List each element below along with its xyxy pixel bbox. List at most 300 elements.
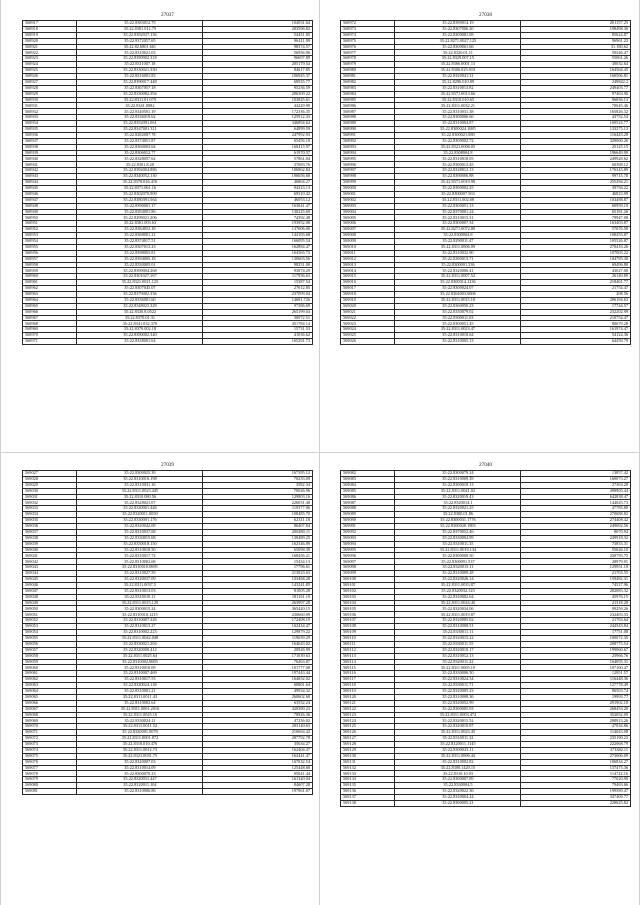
record-id-cell: 568926 <box>23 74 77 80</box>
amount-cell: 213823.63 <box>203 571 313 577</box>
timestamp-cell: 35:22.8310017.72 <box>77 553 203 559</box>
record-id-cell: 569122 <box>341 706 395 712</box>
timestamp-cell: 35:22.8321.0006.05 <box>395 144 521 150</box>
record-id-cell: 568948 <box>23 203 77 209</box>
amount-cell: 103845.61 <box>203 97 313 103</box>
timestamp-cell: 35:22.8302070.909 <box>77 191 203 197</box>
table-row <box>341 339 631 345</box>
record-id-cell: 569074 <box>23 747 77 753</box>
record-id-cell: 568978 <box>341 56 395 62</box>
timestamp-cell: 35:22.8311.0019.87 <box>395 612 521 618</box>
amount-cell: 54124.36 <box>521 333 631 339</box>
record-id-cell: 568947 <box>23 197 77 203</box>
amount-cell: 56956.96 <box>203 50 313 56</box>
timestamp-cell: 35:22.8300051.13 <box>395 203 521 209</box>
amount-cell: 451784.14 <box>203 321 313 327</box>
record-id-cell: 568945 <box>23 185 77 191</box>
record-id-cell: 568987 <box>341 109 395 115</box>
amount-cell: 125912.43 <box>203 115 313 121</box>
amount-cell: 196649.99 <box>521 150 631 156</box>
record-id-cell: 568964 <box>23 297 77 303</box>
record-id-cell: 568993 <box>341 144 395 150</box>
amount-cell: 144193.68 <box>203 233 313 239</box>
record-id-cell: 569024 <box>341 327 395 333</box>
timestamp-cell: 35:22.8370001.24 <box>395 209 521 215</box>
record-id-cell: 569123 <box>341 712 395 718</box>
amount-cell: 208913.26 <box>521 718 631 724</box>
amount-cell: 14681.726 <box>203 297 313 303</box>
timestamp-cell: 35:22.8330.8.0522 <box>77 309 203 315</box>
record-id-cell: 569037 <box>23 529 77 535</box>
amount-cell: 171039.63 <box>203 653 313 659</box>
amount-cell: 46804.27 <box>203 180 313 186</box>
amount-cell: 116448.36 <box>521 677 631 683</box>
amount-cell: 249928.62 <box>521 156 631 162</box>
amount-cell: 283596.82 <box>203 26 313 32</box>
record-id-cell: 568975 <box>341 38 395 44</box>
timestamp-cell: 35:22.8271.0072.80 <box>395 227 521 233</box>
amount-cell: 137606.00 <box>203 227 313 233</box>
timestamp-cell: 35:22.8310031.38 <box>395 109 521 115</box>
record-id-cell: 568943 <box>23 174 77 180</box>
timestamp-cell: 35:22.8300001.336 <box>395 262 521 268</box>
amount-cell: 114742.16 <box>521 771 631 777</box>
record-id-cell: 569020 <box>341 303 395 309</box>
amount-cell: 196656.68 <box>203 174 313 180</box>
timestamp-cell: 35:22.8330021.330 <box>77 68 203 74</box>
record-id-cell: 569132 <box>341 765 395 771</box>
record-id-cell: 569046 <box>23 582 77 588</box>
timestamp-cell: 35:22.8320052.99 <box>395 700 521 706</box>
timestamp-cell: 35:22.8321.0021.125 <box>77 280 203 286</box>
record-id-cell: 569041 <box>23 553 77 559</box>
amount-cell: 35634.27 <box>203 741 313 747</box>
record-id-cell: 568953 <box>23 233 77 239</box>
timestamp-cell: 35:22.8311.0023.445 <box>77 488 203 494</box>
amount-cell: 70826.36 <box>203 712 313 718</box>
amount-cell: 197443.44 <box>203 671 313 677</box>
amount-cell: 282083.32 <box>521 588 631 594</box>
timestamp-cell: 35:22.8367057.18 <box>77 85 203 91</box>
timestamp-cell: 35:22.8311.0011.52 <box>77 724 203 730</box>
timestamp-cell: 35:22.8311.0015.129 <box>77 600 203 606</box>
timestamp-cell: 35:22.8311.002.68 <box>395 197 521 203</box>
timestamp-cell: 35:22.8300005.93 <box>395 706 521 712</box>
timestamp-cell: 35:22.8330011.71 <box>395 683 521 689</box>
timestamp-cell: 35:22.8311.0006.44 <box>395 753 521 759</box>
amount-cell: 199060.67 <box>521 647 631 653</box>
record-id-cell: 569118 <box>341 683 395 689</box>
timestamp-cell: 35:22.8320005.23 <box>395 688 521 694</box>
record-id-cell: 569068 <box>23 712 77 718</box>
timestamp-cell: 35:22.8308004.8 <box>395 150 521 156</box>
amount-cell: 143241.85 <box>203 582 313 588</box>
amount-cell: 55626.10 <box>521 547 631 553</box>
timestamp-cell: 35:22.8300004.8 <box>395 233 521 239</box>
record-id-cell: 569049 <box>23 600 77 606</box>
amount-cell: 43752.54 <box>521 115 631 121</box>
amount-cell: 249692.56 <box>521 524 631 530</box>
record-id-cell: 568929 <box>23 91 77 97</box>
amount-cell: 45976.15 <box>521 594 631 600</box>
amount-cell: 103488.87 <box>521 197 631 203</box>
timestamp-cell: 35:22.8390017.448 <box>77 79 203 85</box>
timestamp-cell: 35:22.8310001.21 <box>77 688 203 694</box>
amount-cell: 62311.18 <box>203 518 313 524</box>
record-id-cell: 569004 <box>341 209 395 215</box>
record-id-cell: 569025 <box>341 333 395 339</box>
record-id-cell: 569053 <box>23 624 77 630</box>
record-id-cell: 569131 <box>341 759 395 765</box>
record-id-cell: 569114 <box>341 659 395 665</box>
amount-cell: 263997.28 <box>203 600 313 606</box>
record-id-cell: 568950 <box>23 215 77 221</box>
amount-cell: 98374.57 <box>203 44 313 50</box>
timestamp-cell: 35:22.8320001.0078 <box>77 730 203 736</box>
amount-cell: 96503.74 <box>521 688 631 694</box>
amount-cell: 84607.28 <box>203 783 313 789</box>
timestamp-cell: 35:22.8368001.21 <box>77 233 203 239</box>
amount-cell: 163041.47 <box>203 203 313 209</box>
amount-cell: 31.180.62 <box>521 44 631 50</box>
record-id-cell: 569078 <box>23 771 77 777</box>
record-id-cell: 569104 <box>341 600 395 606</box>
record-id-cell: 568969 <box>23 327 77 333</box>
record-id-cell: 568984 <box>341 91 395 97</box>
record-id-cell: 569127 <box>341 736 395 742</box>
record-id-cell: 569032 <box>23 500 77 506</box>
record-id-cell: 569086 <box>341 494 395 500</box>
timestamp-cell: 35:22.8320006.41 <box>395 268 521 274</box>
timestamp-cell: 35:22.8311.0019.134 <box>395 547 521 553</box>
amount-cell: 222068.79 <box>521 741 631 747</box>
amount-cell: 232403.33 <box>521 612 631 618</box>
table-row <box>341 800 631 806</box>
record-id-cell: 569058 <box>23 653 77 659</box>
amount-cell: 210754.47 <box>521 315 631 321</box>
timestamp-cell: 35:22.8320005.02 <box>395 618 521 624</box>
timestamp-cell: 35:22.8394005.18 <box>77 256 203 262</box>
amount-cell: 160415.97 <box>203 144 313 150</box>
amount-cell: 249842.2 <box>521 79 631 85</box>
timestamp-cell: 35:22.8300024.07 <box>395 286 521 292</box>
amount-cell: 17751.08 <box>521 630 631 636</box>
record-id-cell: 569073 <box>23 741 77 747</box>
amount-cell: 228625.82 <box>521 800 631 806</box>
timestamp-cell: 35:22.8310013.27 <box>77 624 203 630</box>
timestamp-cell: 35:22.8383012.79 <box>77 21 203 27</box>
record-id-cell: 569003 <box>341 203 395 209</box>
record-id-cell: 569034 <box>23 512 77 518</box>
amount-cell: 206480.11 <box>203 529 313 535</box>
timestamp-cell: 35:22.8320021.25 <box>395 506 521 512</box>
timestamp-cell: 35:22.8320010.87 <box>395 724 521 730</box>
amount-cell: 268453.20 <box>521 706 631 712</box>
page-number: 27038 <box>479 12 492 18</box>
record-id-cell: 569035 <box>23 518 77 524</box>
record-id-cell: 569102 <box>341 588 395 594</box>
timestamp-cell: 35:22.8360050.23 <box>395 303 521 309</box>
timestamp-cell: 35:22.8330011.55 <box>395 641 521 647</box>
amount-cell: 104031.64 <box>203 21 313 27</box>
amount-cell: 198498.36 <box>521 26 631 32</box>
timestamp-cell: 35:22.8310014.09 <box>77 765 203 771</box>
amount-cell: 129879.22 <box>203 630 313 636</box>
record-id-cell: 568970 <box>23 333 77 339</box>
amount-cell: 206194.63 <box>521 297 631 303</box>
amount-cell: 74527.96 <box>521 582 631 588</box>
amount-cell: 160073.27 <box>521 476 631 482</box>
timestamp-cell: 35:22.8310027.59 <box>77 571 203 577</box>
timestamp-cell: 35:22.8310021.03 <box>77 50 203 56</box>
record-id-cell: 568985 <box>341 97 395 103</box>
amount-cell: 270416.26 <box>521 244 631 250</box>
amount-cell: 27612.85 <box>203 286 313 292</box>
timestamp-cell: 35:22.8311.0032.21 <box>395 103 521 109</box>
record-id-cell: 568996 <box>341 162 395 168</box>
record-id-cell: 569030 <box>23 488 77 494</box>
amount-cell: 144025.73 <box>521 500 631 506</box>
amount-cell: 199589.47 <box>521 789 631 795</box>
timestamp-cell: 35:22.8371.0019.98 <box>395 180 521 186</box>
record-id-cell: 569094 <box>341 541 395 547</box>
record-id-cell: 568951 <box>23 221 77 227</box>
amount-cell: 106945.37 <box>203 74 313 80</box>
amount-cell: 274408.42 <box>521 518 631 524</box>
amount-cell: 77020.90 <box>521 777 631 783</box>
record-id-cell: 569027 <box>23 471 77 477</box>
record-id-cell: 568956 <box>23 250 77 256</box>
record-id-cell: 569069 <box>23 718 77 724</box>
amount-cell: 208.56 <box>521 291 631 297</box>
timestamp-cell: 35:22.8310016.198 <box>77 476 203 482</box>
amount-cell: 64459.79 <box>521 339 631 345</box>
timestamp-cell: 35:22.8304003.0006 <box>395 291 521 297</box>
record-id-cell: 569028 <box>23 476 77 482</box>
amount-cell: 27363.28 <box>521 482 631 488</box>
amount-cell: 19993.77 <box>521 694 631 700</box>
timestamp-cell: 35:22.8330001.176 <box>77 518 203 524</box>
record-id-cell: 568934 <box>23 121 77 127</box>
record-id-cell: 568924 <box>23 62 77 68</box>
timestamp-cell: 35:22.8330006.50 <box>395 671 521 677</box>
timestamp-cell: 35:22.8300025.39 <box>77 471 203 477</box>
record-id-cell: 568935 <box>23 127 77 133</box>
amount-cell: 168456.21 <box>203 553 313 559</box>
timestamp-cell: 35:22.8310008.36 <box>395 694 521 700</box>
amount-cell: 283140.63 <box>203 724 313 730</box>
amount-cell: 172408.19 <box>203 618 313 624</box>
amount-cell: 60801.64 <box>203 683 313 689</box>
amount-cell: 162404.47 <box>203 747 313 753</box>
timestamp-cell: 35:22.8310018.50 <box>77 547 203 553</box>
record-id-cell: 568979 <box>341 62 395 68</box>
ledger-table <box>340 20 631 345</box>
timestamp-cell: 35:22.8300007.563 <box>395 191 521 197</box>
timestamp-cell: 35:22.8310.010.476 <box>77 741 203 747</box>
record-id-cell: 569075 <box>23 753 77 759</box>
amount-cell: 44229.98 <box>203 103 313 109</box>
timestamp-cell: 35:22.8310002.223 <box>77 630 203 636</box>
record-id-cell: 569015 <box>341 274 395 280</box>
amount-cell: 270688.82 <box>521 512 631 518</box>
amount-cell: 161340.04 <box>203 777 313 783</box>
amount-cell: 47034.86 <box>521 724 631 730</box>
record-id-cell: 568919 <box>23 32 77 38</box>
record-id-cell: 569119 <box>341 688 395 694</box>
timestamp-cell: 35:22.8310008.51 <box>395 624 521 630</box>
amount-cell: 98251.00 <box>203 262 313 268</box>
record-id-cell: 569048 <box>23 594 77 600</box>
amount-cell: 164564.45 <box>521 68 631 74</box>
amount-cell: 373382.11 <box>521 747 631 753</box>
amount-cell: 70045.46 <box>521 103 631 109</box>
amount-cell: 101777.08 <box>203 665 313 671</box>
amount-cell: 93874.29 <box>203 268 313 274</box>
record-id-cell: 569006 <box>341 221 395 227</box>
timestamp-cell: 35:22.82.6801.661 <box>77 44 203 50</box>
record-id-cell: 569051 <box>23 612 77 618</box>
timestamp-cell: 35:22.8311.0015.18 <box>395 297 521 303</box>
record-id-cell: 569001 <box>341 191 395 197</box>
timestamp-cell: 35:22.8316001.83 <box>77 74 203 80</box>
record-id-cell: 568981 <box>341 74 395 80</box>
amount-cell: 162434.47 <box>203 624 313 630</box>
amount-cell: 117956.63 <box>203 274 313 280</box>
record-id-cell: 568925 <box>23 68 77 74</box>
record-id-cell: 569082 <box>341 471 395 477</box>
record-id-cell: 569111 <box>341 641 395 647</box>
record-id-cell: 569013 <box>341 262 395 268</box>
timestamp-cell: 35:22.8311.0007.52 <box>395 274 521 280</box>
timestamp-cell: 35:22.8340501.19 <box>77 109 203 115</box>
record-id-cell: 569137 <box>341 794 395 800</box>
timestamp-cell: 35:22.8300007.54 <box>395 221 521 227</box>
amount-cell: 201157.25 <box>521 21 631 27</box>
timestamp-cell: 35:22.8320037.09 <box>77 577 203 583</box>
amount-cell: 208775.54 <box>521 641 631 647</box>
record-id-cell: 568961 <box>23 280 77 286</box>
timestamp-cell: 35:22.8301.003.63 <box>77 221 203 227</box>
ledger-page-4 <box>340 462 631 807</box>
record-id-cell: 569036 <box>23 524 77 530</box>
amount-cell: 96697.89 <box>203 56 313 62</box>
record-id-cell: 568931 <box>23 103 77 109</box>
amount-cell: 70026.96 <box>203 488 313 494</box>
amount-cell: 420390.23 <box>203 706 313 712</box>
record-id-cell: 569125 <box>341 724 395 730</box>
amount-cell: 64899.59 <box>203 127 313 133</box>
timestamp-cell: 35:22.8300021.080 <box>395 132 521 138</box>
timestamp-cell: 35:22.8311.0001.2016 <box>77 706 203 712</box>
record-id-cell: 569012 <box>341 256 395 262</box>
record-id-cell: 569105 <box>341 606 395 612</box>
timestamp-cell: 35:22.8328021.07 <box>77 500 203 506</box>
amount-cell: 103468.28 <box>203 577 313 583</box>
amount-cell: 116443.28 <box>521 132 631 138</box>
amount-cell: 258795.75 <box>521 553 631 559</box>
record-id-cell: 568999 <box>341 180 395 186</box>
amount-cell: 8670.94 <box>521 529 631 535</box>
timestamp-cell: 35:22.8311.0003.474 <box>395 712 521 718</box>
timestamp-cell: 35:22.8310032.90 <box>395 250 521 256</box>
timestamp-cell: 35:22.8330004.5 <box>395 783 521 789</box>
record-id-cell: 568933 <box>23 115 77 121</box>
record-id-cell: 569042 <box>23 559 77 565</box>
amount-cell: 130225.69 <box>203 209 313 215</box>
amount-cell: 13857.42 <box>521 471 631 477</box>
timestamp-cell: 35:22.8371.0013.66 <box>395 91 521 97</box>
amount-cell: 17796.61 <box>203 565 313 571</box>
amount-cell: 205179.54 <box>203 62 313 68</box>
amount-cell: 28979.91 <box>521 559 631 565</box>
amount-cell: 37083.76 <box>203 162 313 168</box>
amount-cell: 43027.00 <box>521 268 631 274</box>
table-row <box>23 789 313 795</box>
record-id-cell: 569047 <box>23 588 77 594</box>
amount-cell: 125448.68 <box>203 765 313 771</box>
record-id-cell: 569117 <box>341 677 395 683</box>
timestamp-cell: 35:22.8300024.1085 <box>395 127 521 133</box>
record-id-cell: 569121 <box>341 700 395 706</box>
amount-cell: 226051.48 <box>203 500 313 506</box>
timestamp-cell: 35:22.8300011.03 <box>395 315 521 321</box>
amount-cell: 65098.39 <box>203 547 313 553</box>
timestamp-cell: 35:22.8310.10.03 <box>395 771 521 777</box>
record-id-cell: 569077 <box>23 765 77 771</box>
timestamp-cell: 35:22.8311.0012.73 <box>77 747 203 753</box>
amount-cell: 346894.62 <box>203 121 313 127</box>
amount-cell: 100072.35 <box>521 635 631 641</box>
record-id-cell: 569091 <box>341 524 395 530</box>
record-id-cell: 569098 <box>341 565 395 571</box>
timestamp-cell: 35:22.8320041.31 <box>395 74 521 80</box>
timestamp-cell: 35:22.8311.0011.43 <box>77 694 203 700</box>
amount-cell: 49934.32 <box>203 688 313 694</box>
record-id-cell: 569116 <box>341 671 395 677</box>
record-id-cell: 569022 <box>341 315 395 321</box>
record-id-cell: 568958 <box>23 262 77 268</box>
amount-cell: 20926.99 <box>203 647 313 653</box>
timestamp-cell: 35:22.8310011.32 <box>395 736 521 742</box>
amount-cell: 15387.54 <box>203 280 313 286</box>
record-id-cell: 569009 <box>341 238 395 244</box>
timestamp-cell: 35:22.8321.0031.75 <box>77 753 203 759</box>
amount-cell: 74392.48 <box>203 215 313 221</box>
timestamp-cell: 35:22.8309002.72 <box>395 138 521 144</box>
amount-cell: 30032.64 <box>521 62 631 68</box>
record-id-cell: 568982 <box>341 79 395 85</box>
timestamp-cell: 35:22.8300.1420.15 <box>395 765 521 771</box>
record-id-cell: 568986 <box>341 103 395 109</box>
timestamp-cell: 35:22.8310024.34 <box>395 677 521 683</box>
amount-cell: 162884.47 <box>203 244 313 250</box>
amount-cell: 164095.31 <box>521 659 631 665</box>
timestamp-cell: 35:22.8307006.20 <box>395 26 521 32</box>
record-id-cell: 568983 <box>341 85 395 91</box>
timestamp-cell: 35:22.8320042.08 <box>77 524 203 530</box>
timestamp-cell: 35:22.8338001.64 <box>77 339 203 345</box>
amount-cell: 167632.54 <box>203 759 313 765</box>
timestamp-cell: 35:22.8370052.46 <box>395 529 521 535</box>
amount-cell: 95041.44 <box>203 771 313 777</box>
timestamp-cell: 35:22.8311.0006.09 <box>395 244 521 250</box>
timestamp-cell: 35:22.8310037.68 <box>77 529 203 535</box>
timestamp-cell: 35:22.8271.0027.125 <box>395 38 521 44</box>
timestamp-cell: 35:22.8300061.66 <box>395 44 521 50</box>
timestamp-cell: 35:22.8399014.19 <box>395 21 521 27</box>
record-id-cell: 569115 <box>341 665 395 671</box>
